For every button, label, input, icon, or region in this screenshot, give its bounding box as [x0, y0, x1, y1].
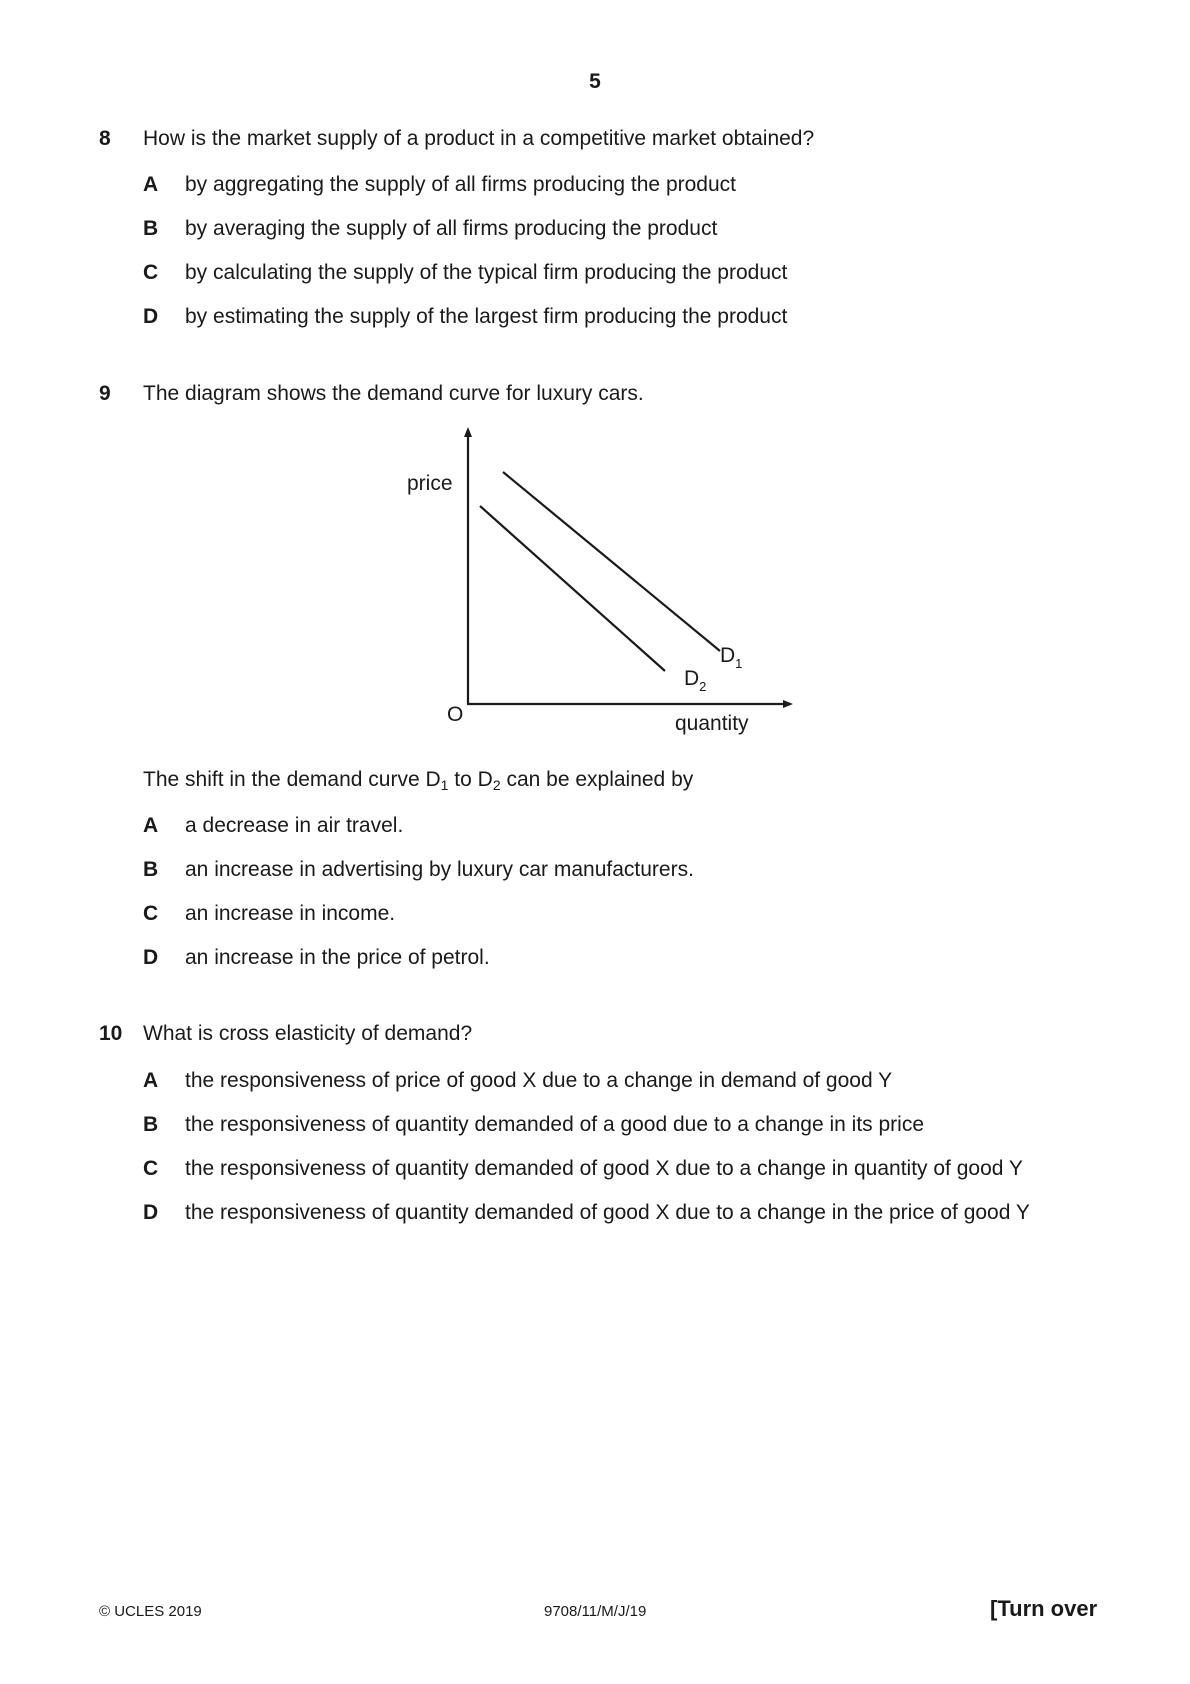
y-axis-label: price — [407, 472, 453, 495]
option-letter[interactable]: A — [143, 173, 159, 196]
origin-label: O — [447, 703, 464, 726]
option-text: an increase in income. — [185, 902, 396, 925]
footer-turn-over: [Turn over — [990, 1596, 1098, 1621]
curve-label-d1: $D_1$ — [720, 644, 743, 671]
option-letter[interactable]: B — [143, 217, 159, 240]
option-text: the responsiveness of price of good X due to a change in demand of good Y — [185, 1069, 893, 1092]
option-letter[interactable]: D — [143, 1201, 159, 1224]
option-letter[interactable]: C — [143, 902, 159, 925]
option-letter[interactable]: A — [143, 1069, 159, 1092]
option-text: an increase in the price of petrol. — [185, 946, 490, 969]
x-axis-label: quantity — [675, 712, 749, 735]
option-letter[interactable]: A — [143, 814, 159, 837]
option-text: a decrease in air travel. — [185, 814, 404, 837]
option-letter[interactable]: C — [143, 1157, 159, 1180]
option-letter[interactable]: C — [143, 261, 159, 284]
question-text: How is the market supply of a product in a competitive market obtained? — [143, 127, 815, 150]
option-text: the responsiveness of quantity demanded of good X due to a change in the price of good Y — [185, 1201, 1030, 1224]
question-number: 9 — [99, 382, 111, 405]
option-text: by estimating the supply of the largest firm producing the product — [185, 305, 788, 328]
option-text: an increase in advertising by luxury car manufacturers. — [185, 858, 694, 881]
page-number: 5 — [589, 70, 601, 93]
question-number: 10 — [99, 1022, 123, 1045]
question-text: What is cross elasticity of demand? — [143, 1022, 473, 1045]
option-letter[interactable]: D — [143, 305, 159, 328]
question-text: The diagram shows the demand curve for luxury cars. — [143, 382, 644, 405]
footer-copyright: © UCLES 2019 — [99, 1603, 202, 1620]
option-text: by calculating the supply of the typical firm producing the product — [185, 261, 788, 284]
footer-paper-code: 9708/11/M/J/19 — [544, 1603, 647, 1620]
option-letter[interactable]: B — [143, 858, 159, 881]
option-letter[interactable]: D — [143, 946, 159, 969]
question-number: 8 — [99, 127, 111, 150]
option-text: by averaging the supply of all firms producing the product — [185, 217, 718, 240]
demand-curve-diagram — [390, 420, 810, 740]
option-text: the responsiveness of quantity demanded of good X due to a change in quantity of good Y — [185, 1157, 1023, 1180]
followup-text: The shift in the demand curve $D_1$ to $D_2$ can be explained by — [143, 768, 694, 793]
option-text: by aggregating the supply of all firms producing the product — [185, 173, 736, 196]
curve-label-d2: $D_2$ — [684, 667, 707, 694]
option-text: the responsiveness of quantity demanded of a good due to a change in its price — [185, 1113, 924, 1136]
option-letter[interactable]: B — [143, 1113, 159, 1136]
